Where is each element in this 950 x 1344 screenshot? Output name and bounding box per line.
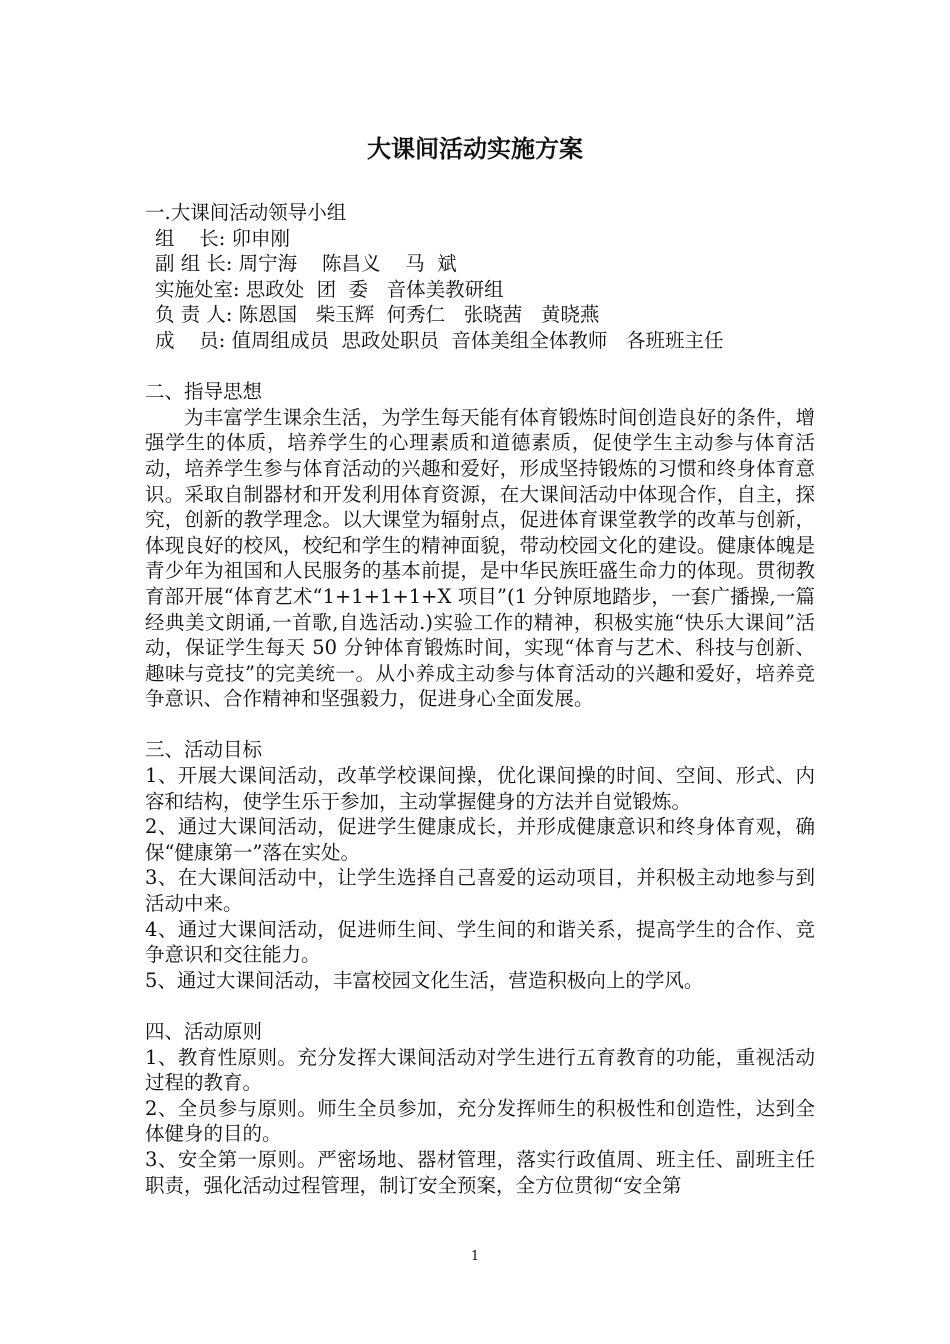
member-line-deputy: 副 组 长: 周宁海 陈昌义 马 斌 xyxy=(155,252,457,276)
spacer xyxy=(145,354,815,380)
section-heading: 一.大课间活动领导小组 xyxy=(145,201,347,224)
goal-item: 3、在大课间活动中，让学生选择自己喜爱的运动项目，并积极主动地参与到活动中来。 xyxy=(145,866,815,916)
section-goals xyxy=(145,737,815,993)
section-principles xyxy=(145,1019,815,1198)
section-guiding-idea xyxy=(145,379,815,712)
section-heading: 四、活动原则 xyxy=(145,1020,263,1043)
principle-item: 2、全员参与原则。师生全员参加，充分发挥师生的积极性和创造性，达到全体健身的目的。 xyxy=(145,1096,815,1146)
spacer xyxy=(145,712,815,738)
member-line-leader: 组 长: 卯申刚 xyxy=(155,226,291,250)
goal-item: 2、通过大课间活动，促进学生健康成长，并形成健康意识和终身体育观，确保“健康第一”落在实处。 xyxy=(145,815,815,864)
principle-item: 3、安全第一原则。严密场地、器材管理，落实行政值周、班主任、副班主任职责，强化活动过程管理，制订安全预案，全方位贯彻“安全第 xyxy=(145,1147,815,1197)
spacer xyxy=(145,993,815,1019)
member-line-responsible: 负 责 人: 陈恩国 柴玉辉 何秀仁 张晓茜 黄晓燕 xyxy=(155,303,600,327)
goal-item: 4、通过大课间活动，促进师生间、学生间的和谐关系，提高学生的合作、竞争意识和交往能力。 xyxy=(145,917,815,967)
member-line-members: 成 员: 值周组成员 思政处职员 音体美组全体教师 各班班主任 xyxy=(155,328,724,352)
document-title: 大课间活动实施方案 xyxy=(367,134,583,163)
goal-item: 1、开展大课间活动，改革学校课间操，优化课间操的时间、空间、形式、内容和结构，使学生乐于参加，主动掌握健身的方法并自觉锻炼。 xyxy=(145,764,815,813)
section-leadership xyxy=(145,200,815,354)
document-body xyxy=(145,200,815,1198)
section-heading: 二、指导思想 xyxy=(145,380,263,404)
page-number: 1 xyxy=(470,1249,480,1264)
guiding-paragraph: 为丰富学生课余生活，为学生每天能有体育锻炼时间创造良好的条件，增强学生的体质，培养学生的心理素质和道德素质，促使学生主动参与体育活动，培养学生参与体育活动的兴趣和爱好，形成坚持锻炼的习惯和终身体育意识。采取自制器材和开发利用体育资源，在大课间活动中体现合作，自主，探究，创新的教学理念。以大课堂为辐射点，促进体育课堂教学的改革与创新，体现良好的校风，校纪和学生的精神面貌，带动校园文化的建设。健康体魄是青少年为祖国和人民服务的基本前提，是中华民族旺盛生命力的体现。贯彻教育部开展“体育艺术“1+1+1+1+X 项目”(1 分钟原地踏步，一套广播操,一篇经典美文朗诵,一首歌,自选活动.)实验工作的精神，积极实施“快乐大课间”活动，保证学生每天 50 分钟体育锻炼时间，实现“体育与艺术、科技与创新、趣味与竞技”的完美统一。从小养成主动参与体育活动的兴趣和爱好，培养竞争意识、合作精神和坚强毅力，促进身心全面发展。 xyxy=(145,405,815,711)
section-heading: 三、活动目标 xyxy=(145,738,263,762)
goal-item: 5、通过大课间活动，丰富校园文化生活，营造积极向上的学风。 xyxy=(145,968,704,992)
principle-item: 1、教育性原则。充分发挥大课间活动对学生进行五育教育的功能，重视活动过程的教育。 xyxy=(145,1045,815,1095)
member-line-office: 实施处室: 思政处 团 委 音体美教研组 xyxy=(155,277,504,301)
